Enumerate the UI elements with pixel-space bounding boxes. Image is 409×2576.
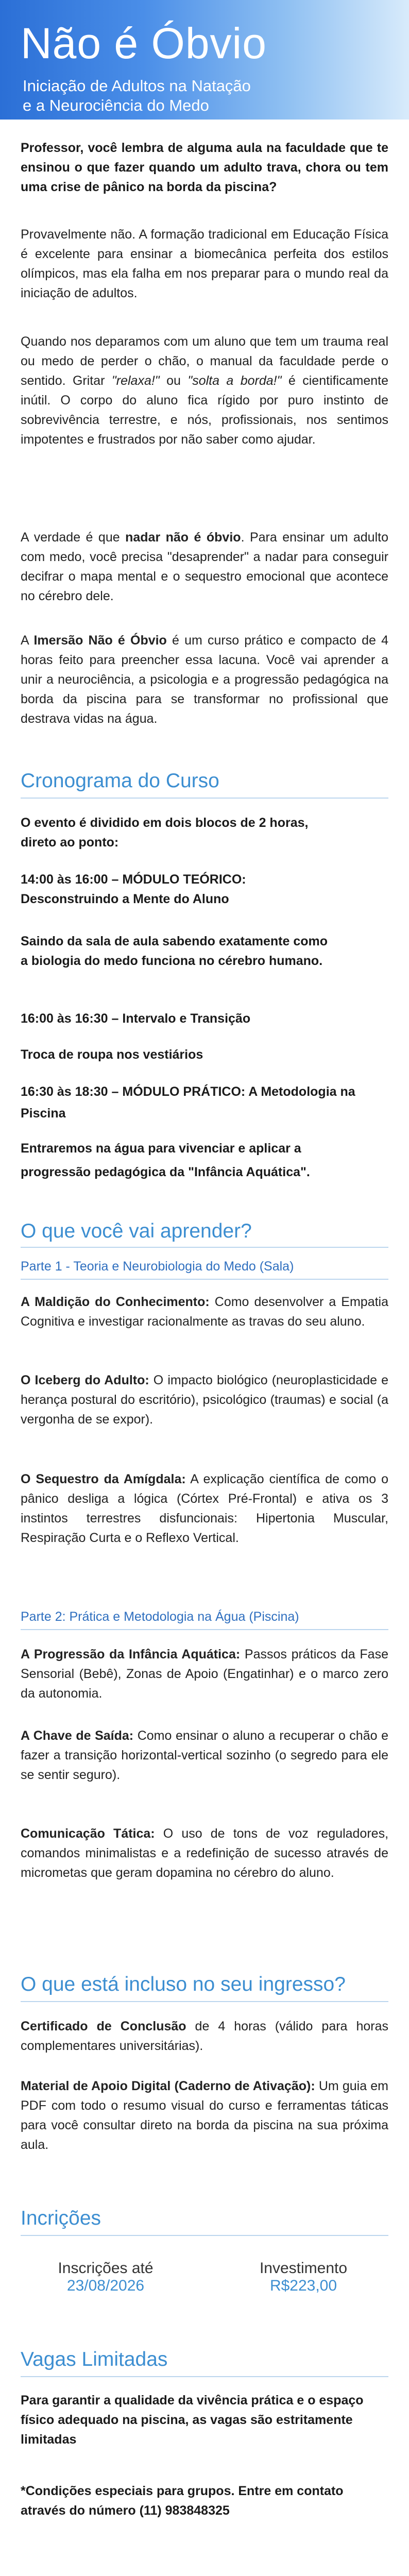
learn-divider [21, 1247, 388, 1248]
intro-paragraph-4: A Imersão Não é Óbvio é um curso prático e compacto de 4 horas feito para preencher essa lacuna. Você vai aprender a unir a neurociência, a psicologia e a progressão pedagógica na borda da piscina para se transformar no profissional que destrava vidas na água. [21, 633, 388, 726]
schedule-heading: Cronograma do Curso [21, 770, 219, 792]
spots-note: *Condições especiais para grupos. Entre em contato através do número (11) 983848325 [21, 2484, 344, 2518]
schedule-block-2-title: 16:30 às 18:30 – MÓDULO PRÁTICO: A Metodologia na Piscina [21, 1084, 355, 1121]
learn-item-1: A Maldição do Conhecimento: Como desenvolver a Empatia Cognitiva e investigar racionalmente as travas do seu aluno. [21, 1295, 388, 1329]
spots-text: Para garantir a qualidade da vivência prática e o espaço físico adequado na piscina, as vagas são estritamente limitadas [21, 2393, 364, 2447]
intro-paragraph-3: A verdade é que nadar não é óbvio. Para ensinar um adulto com medo, você precisa "desaprender" a nadar para conseguir decifrar o mapa mental e o sequestro emocional que acontece no cérebro dele. [21, 530, 388, 603]
schedule-block-1-title: 14:00 às 16:00 – MÓDULO TEÓRICO: Desconstruindo a Mente do Aluno [21, 872, 246, 906]
learn-item-6: Comunicação Tática: O uso de tons de voz reguladores, comandos minimalistas e a redefinição de sucesso através de micrometas que geram dopamina no cérebro do aluno. [21, 1826, 389, 1880]
schedule-break-title: 16:00 às 16:30 – Intervalo e Transição [21, 1011, 251, 1026]
learn-part-2-heading: Parte 2: Prática e Metodologia na Água (Piscina) [21, 1609, 299, 1624]
schedule-intro: O evento é dividido em dois blocos de 2 horas, direto ao ponto: [21, 816, 309, 850]
deadline-value: 23/08/2026 [66, 2277, 145, 2294]
learn-heading: O que você vai aprender? [21, 1220, 252, 1242]
included-item-certificate: Certificado de Conclusão de 4 horas (válido para horas complementares universitárias). [21, 2019, 388, 2053]
registration-price [218, 2260, 388, 2295]
learn-part-1-divider [21, 1279, 388, 1280]
price-label: Investimento [259, 2260, 348, 2277]
registration-divider [21, 2235, 388, 2236]
schedule-divider [21, 798, 388, 799]
deadline-label: Inscrições até [58, 2260, 154, 2277]
included-divider [21, 2001, 388, 2002]
subtitle-line-1: Iniciação de Adultos na Natação [23, 77, 251, 95]
learn-item-4: A Progressão da Infância Aquática: Passos práticos da Fase Sensorial (Bebê), Zonas de Apoio (Engatinhar) e o marco zero da autonomia. [21, 1647, 388, 1701]
header-banner [0, 0, 409, 120]
schedule-break-desc: Troca de roupa nos vestiários [21, 1047, 203, 1062]
intro-section [21, 138, 388, 197]
registration-heading: Incrições [21, 2207, 101, 2229]
learn-item-5: A Chave de Saída: Como ensinar o aluno a recuperar o chão e fazer a transição horizontal-vertical sozinho (o segredo para ele se sentir seguro). [21, 1728, 389, 1782]
included-item-material: Material de Apoio Digital (Caderno de Ativação): Um guia em PDF com todo o resumo visual do curso e ferramentas táticas para você consultar direto na borda da piscina na sua próxima aula. [21, 2079, 388, 2152]
spots-divider [21, 2376, 388, 2377]
learn-part-1-heading: Parte 1 - Teoria e Neurobiologia do Medo (Sala) [21, 1259, 294, 1274]
subtitle-line-2: e a Neurociência do Medo [23, 96, 209, 114]
intro-lead: Professor, você lembra de alguma aula na faculdade que te ensinou o que fazer quando um adulto trava, chora ou tem uma crise de pânico na borda da piscina? [21, 141, 388, 194]
price-value: R$223,00 [269, 2277, 337, 2294]
learn-item-3: O Sequestro da Amígdala: A explicação científica de como o pânico desliga a lógica (Córtex Pré-Frontal) e ativa os 3 instintos terrestres disfuncionais: Hipertonia Muscular, Respiração Curta e o Reflexo Vertical. [21, 1472, 388, 1545]
intro-paragraph-2: Quando nos deparamos com um aluno que tem um trauma real ou medo de perder o chão, o manual da faculdade perde o sentido. Gritar "relaxa!" ou "solta a borda!" é cientificamente inútil. O corpo do aluno fica rígido por puro instinto de sobrevivência terrestre, e nós, profissionais, nos sentimos impotentes e frustrados por não saber como ajudar. [21, 334, 388, 447]
learn-item-2: O Iceberg do Adulto: O impacto biológico (neuroplasticidade e herança postural do escritório), psicológico (traumas) e social (a vergonha de se expor). [21, 1373, 389, 1427]
schedule-block-2-desc: Entraremos na água para vivenciar e aplicar a progressão pedagógica da "Infância Aquática". [21, 1141, 310, 1179]
registration-deadline [21, 2260, 191, 2295]
spots-heading: Vagas Limitadas [21, 2348, 168, 2370]
page-title: Não é Óbvio [21, 19, 267, 67]
page-subtitle [23, 76, 352, 115]
intro-paragraph-1: Provavelmente não. A formação tradicional em Educação Física é excelente para ensinar a biomecânica perfeita dos estilos olímpicos, mas ela falha em nos preparar para o mundo real da iniciação de adultos. [21, 227, 388, 300]
schedule-block-1-desc: Saindo da sala de aula sabendo exatamente como a biologia do medo funciona no cérebro humano. [21, 934, 328, 968]
learn-part-2-divider [21, 1629, 388, 1630]
included-heading: O que está incluso no seu ingresso? [21, 1973, 346, 1995]
